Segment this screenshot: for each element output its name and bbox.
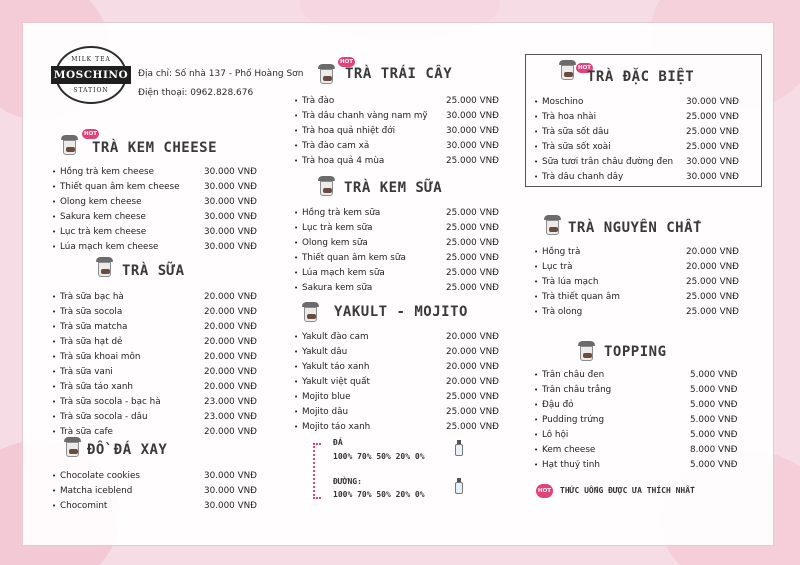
bullet-icon: • bbox=[294, 97, 299, 105]
menu-item-price: 5.000 VNĐ bbox=[690, 385, 738, 395]
menu-item-price: 30.000 VNĐ bbox=[204, 242, 257, 252]
menu-item-name: Mojito táo xanh bbox=[302, 422, 371, 432]
menu-item-name: Trà hoa quả nhiệt đới bbox=[302, 126, 396, 136]
menu-item bbox=[52, 290, 270, 305]
menu-item-price: 30.000 VNĐ bbox=[204, 471, 257, 481]
menu-item bbox=[534, 245, 752, 260]
menu-list-tra-sua bbox=[52, 290, 270, 440]
bullet-icon: • bbox=[294, 393, 299, 401]
bullet-icon: • bbox=[294, 209, 299, 217]
cup-icon bbox=[97, 257, 112, 277]
contact-info bbox=[138, 65, 303, 103]
section-title-do-da-xay: ĐỒ ĐÁ XAY bbox=[87, 442, 168, 458]
menu-item-name: Lô hội bbox=[542, 430, 569, 440]
menu-item-name: Trà sữa sốt xoài bbox=[542, 142, 611, 152]
bullet-icon: • bbox=[52, 183, 57, 191]
bullet-icon: • bbox=[534, 278, 539, 286]
menu-item-name: Sakura kem sữa bbox=[302, 283, 373, 293]
bottle-icon bbox=[455, 478, 463, 494]
menu-item-price: 30.000 VNĐ bbox=[446, 141, 499, 151]
menu-item-name: Yakult việt quất bbox=[302, 377, 370, 387]
bullet-icon: • bbox=[52, 472, 57, 480]
menu-item-name: Olong kem cheese bbox=[60, 197, 142, 207]
menu-item-name: Trân châu trắng bbox=[542, 385, 612, 395]
menu-item-name: Hồng trà kem cheese bbox=[60, 167, 154, 177]
menu-item bbox=[52, 210, 270, 225]
section-title-tra-nguyen-chat: TRÀ NGUYÊN CHẤT bbox=[568, 220, 702, 236]
menu-item-price: 30.000 VNĐ bbox=[686, 157, 739, 167]
menu-item-name: Chocomint bbox=[60, 501, 108, 511]
sugar-label: ĐƯỜNG: bbox=[333, 477, 362, 486]
menu-item bbox=[534, 260, 752, 275]
bullet-icon: • bbox=[52, 243, 57, 251]
menu-item-price: 5.000 VNĐ bbox=[690, 370, 738, 380]
bullet-icon: • bbox=[52, 353, 57, 361]
menu-item bbox=[52, 180, 270, 195]
menu-item bbox=[534, 275, 752, 290]
bullet-icon: • bbox=[52, 428, 57, 436]
cup-icon bbox=[65, 437, 80, 457]
bullet-icon: • bbox=[534, 248, 539, 256]
menu-item-price: 30.000 VNĐ bbox=[686, 172, 739, 182]
menu-item bbox=[534, 428, 752, 443]
menu-item-price: 30.000 VNĐ bbox=[204, 486, 257, 496]
menu-item-name: Trà sữa socola - dâu bbox=[60, 412, 148, 422]
bullet-icon: • bbox=[534, 401, 539, 409]
menu-item bbox=[52, 484, 270, 499]
bullet-icon: • bbox=[52, 168, 57, 176]
options-bracket bbox=[313, 443, 321, 499]
menu-item bbox=[534, 95, 752, 110]
menu-item-name: Lục trà bbox=[542, 262, 573, 272]
cup-icon bbox=[319, 176, 334, 196]
bullet-icon: • bbox=[52, 228, 57, 236]
menu-item-name: Lục trà kem cheese bbox=[60, 227, 147, 237]
menu-item-price: 30.000 VNĐ bbox=[686, 97, 739, 107]
section-title-tra-kem-sua: TRÀ KEM SỮA bbox=[344, 180, 443, 196]
menu-item-price: 25.000 VNĐ bbox=[446, 96, 499, 106]
menu-item bbox=[294, 139, 512, 154]
bullet-icon: • bbox=[534, 308, 539, 316]
menu-item-name: Yakult dâu bbox=[302, 347, 348, 357]
menu-item-price: 20.000 VNĐ bbox=[446, 377, 499, 387]
bullet-icon: • bbox=[294, 224, 299, 232]
menu-list-do-da-xay bbox=[52, 469, 270, 514]
menu-item-price: 25.000 VNĐ bbox=[686, 112, 739, 122]
brand-name: MOSCHINO bbox=[51, 66, 131, 84]
menu-list-tra-kem-cheese bbox=[52, 165, 270, 255]
section-title-tra-kem-cheese: TRÀ KEM CHEESE bbox=[92, 140, 218, 156]
bullet-icon: • bbox=[534, 113, 539, 121]
bullet-icon: • bbox=[534, 158, 539, 166]
menu-item-price: 20.000 VNĐ bbox=[446, 332, 499, 342]
menu-item-price: 25.000 VNĐ bbox=[446, 253, 499, 263]
section-title-topping: TOPPING bbox=[604, 344, 667, 360]
sugar-levels: 100% 70% 50% 20% 0% bbox=[333, 490, 425, 499]
bullet-icon: • bbox=[294, 112, 299, 120]
bottle-icon bbox=[455, 440, 463, 456]
menu-item-price: 25.000 VNĐ bbox=[446, 392, 499, 402]
cup-icon bbox=[560, 60, 575, 80]
bullet-icon: • bbox=[534, 128, 539, 136]
menu-item bbox=[294, 390, 512, 405]
menu-item-price: 20.000 VNĐ bbox=[204, 427, 257, 437]
menu-item-price: 25.000 VNĐ bbox=[446, 156, 499, 166]
menu-item-name: Yakult đào cam bbox=[302, 332, 369, 342]
menu-item-name: Trà sữa vani bbox=[60, 367, 113, 377]
menu-item bbox=[294, 94, 512, 109]
hot-badge: HOT bbox=[577, 65, 592, 71]
menu-item-price: 25.000 VNĐ bbox=[446, 268, 499, 278]
menu-item-price: 25.000 VNĐ bbox=[686, 127, 739, 137]
menu-item bbox=[294, 330, 512, 345]
menu-item-name: Trà sữa socola bbox=[60, 307, 123, 317]
menu-list-yakult-mojito bbox=[294, 330, 512, 435]
menu-item bbox=[52, 410, 270, 425]
bullet-icon: • bbox=[294, 269, 299, 277]
bullet-icon: • bbox=[52, 293, 57, 301]
bullet-icon: • bbox=[534, 263, 539, 271]
menu-item-name: Sakura kem cheese bbox=[60, 212, 146, 222]
menu-item bbox=[294, 375, 512, 390]
section-title-yakult-mojito: YAKULT - MOJITO bbox=[334, 304, 468, 320]
cup-icon bbox=[579, 341, 594, 361]
menu-item bbox=[534, 170, 752, 185]
menu-item-name: Lúa mạch kem cheese bbox=[60, 242, 159, 252]
menu-item bbox=[534, 155, 752, 170]
bullet-icon: • bbox=[534, 416, 539, 424]
menu-item bbox=[52, 365, 270, 380]
ice-label: ĐÁ bbox=[333, 438, 343, 447]
menu-item bbox=[294, 124, 512, 139]
hot-badge: HOT bbox=[339, 59, 354, 65]
menu-item-price: 25.000 VNĐ bbox=[446, 422, 499, 432]
menu-item-name: Mojito blue bbox=[302, 392, 351, 402]
menu-item-name: Hồng trà bbox=[542, 247, 581, 257]
menu-item bbox=[534, 413, 752, 428]
menu-item-price: 30.000 VNĐ bbox=[446, 111, 499, 121]
bullet-icon: • bbox=[52, 338, 57, 346]
menu-item bbox=[294, 405, 512, 420]
bullet-icon: • bbox=[534, 293, 539, 301]
menu-item-name: Trà đào bbox=[302, 96, 335, 106]
bullet-icon: • bbox=[52, 502, 57, 510]
menu-item-price: 20.000 VNĐ bbox=[446, 347, 499, 357]
bullet-icon: • bbox=[52, 213, 57, 221]
section-title-tra-dac-biet: TRÀ ĐẶC BIỆT bbox=[587, 69, 695, 85]
menu-item bbox=[294, 236, 512, 251]
bullet-icon: • bbox=[534, 431, 539, 439]
bullet-icon: • bbox=[52, 398, 57, 406]
menu-item bbox=[534, 398, 752, 413]
menu-item-name: Hạt thuỷ tinh bbox=[542, 460, 600, 470]
menu-item-name: Lúa mạch kem sữa bbox=[302, 268, 385, 278]
menu-item-name: Trân châu đen bbox=[542, 370, 605, 380]
menu-item bbox=[534, 368, 752, 383]
menu-item bbox=[52, 305, 270, 320]
menu-item-price: 25.000 VNĐ bbox=[686, 292, 739, 302]
menu-item-name: Trà đào cam xả bbox=[302, 141, 370, 151]
menu-list-tra-dac-biet bbox=[534, 95, 752, 185]
menu-item-name: Trà sữa táo xanh bbox=[60, 382, 133, 392]
menu-item bbox=[52, 165, 270, 180]
bullet-icon: • bbox=[534, 461, 539, 469]
menu-item-name: Trà sữa cafe bbox=[60, 427, 113, 437]
menu-item-name: Trà hoa nhài bbox=[542, 112, 597, 122]
bullet-icon: • bbox=[294, 408, 299, 416]
bullet-icon: • bbox=[534, 371, 539, 379]
menu-item bbox=[534, 383, 752, 398]
bullet-icon: • bbox=[52, 368, 57, 376]
menu-item bbox=[534, 110, 752, 125]
phone-text: Điện thoại: 0962.828.676 bbox=[138, 88, 254, 98]
bullet-icon: • bbox=[294, 142, 299, 150]
bullet-icon: • bbox=[294, 157, 299, 165]
menu-item-price: 30.000 VNĐ bbox=[204, 182, 257, 192]
menu-item bbox=[52, 350, 270, 365]
menu-item-name: Chocolate cookies bbox=[60, 471, 140, 481]
menu-list-tra-trai-cay bbox=[294, 94, 512, 169]
menu-list-tra-nguyen-chat bbox=[534, 245, 752, 320]
hot-badge: HOT bbox=[83, 131, 98, 137]
menu-item-price: 20.000 VNĐ bbox=[446, 362, 499, 372]
menu-item-price: 25.000 VNĐ bbox=[446, 238, 499, 248]
brand-bottom-text: STATION bbox=[73, 87, 109, 94]
menu-item-price: 20.000 VNĐ bbox=[204, 322, 257, 332]
address-text: Địa chỉ: Số nhà 137 - Phố Hoàng Sơn bbox=[138, 69, 304, 79]
menu-item bbox=[294, 281, 512, 296]
menu-item-name: Matcha iceblend bbox=[60, 486, 133, 496]
brand-logo bbox=[55, 46, 127, 104]
bullet-icon: • bbox=[294, 363, 299, 371]
bullet-icon: • bbox=[294, 239, 299, 247]
menu-item-price: 30.000 VNĐ bbox=[204, 167, 257, 177]
menu-item bbox=[294, 154, 512, 169]
menu-item-price: 5.000 VNĐ bbox=[690, 400, 738, 410]
menu-item-price: 5.000 VNĐ bbox=[690, 415, 738, 425]
menu-item-price: 5.000 VNĐ bbox=[690, 460, 738, 470]
menu-item-name: Hồng trà kem sữa bbox=[302, 208, 381, 218]
menu-list-topping bbox=[534, 368, 752, 473]
menu-item-price: 20.000 VNĐ bbox=[204, 352, 257, 362]
menu-item bbox=[52, 195, 270, 210]
menu-item-name: Trà lúa mạch bbox=[542, 277, 599, 287]
menu-item bbox=[294, 206, 512, 221]
bullet-icon: • bbox=[52, 487, 57, 495]
menu-item bbox=[534, 458, 752, 473]
bullet-icon: • bbox=[52, 323, 57, 331]
menu-item-name: Trà sữa sốt dâu bbox=[542, 127, 609, 137]
menu-item-name: Mojito dâu bbox=[302, 407, 349, 417]
menu-item bbox=[534, 305, 752, 320]
menu-item-name: Trà sữa bạc hà bbox=[60, 292, 124, 302]
menu-item-price: 25.000 VNĐ bbox=[686, 307, 739, 317]
menu-list-tra-kem-sua bbox=[294, 206, 512, 296]
bullet-icon: • bbox=[534, 386, 539, 394]
menu-item-price: 20.000 VNĐ bbox=[204, 382, 257, 392]
cup-icon bbox=[545, 215, 560, 235]
menu-item-price: 8.000 VNĐ bbox=[690, 445, 738, 455]
menu-item bbox=[294, 360, 512, 375]
bullet-icon: • bbox=[294, 284, 299, 292]
cup-icon bbox=[62, 135, 77, 155]
menu-item bbox=[294, 266, 512, 281]
menu-item-name: Lục trà kem sữa bbox=[302, 223, 373, 233]
menu-item bbox=[52, 225, 270, 240]
menu-item-price: 25.000 VNĐ bbox=[446, 223, 499, 233]
ice-levels: 100% 70% 50% 20% 0% bbox=[333, 452, 425, 461]
menu-item-name: Kem cheese bbox=[542, 445, 596, 455]
bullet-icon: • bbox=[52, 308, 57, 316]
menu-item bbox=[294, 109, 512, 124]
bullet-icon: • bbox=[534, 143, 539, 151]
menu-item-price: 25.000 VNĐ bbox=[686, 142, 739, 152]
bullet-icon: • bbox=[534, 173, 539, 181]
bullet-icon: • bbox=[52, 413, 57, 421]
bullet-icon: • bbox=[294, 378, 299, 386]
menu-item-name: Thiết quan âm kem sữa bbox=[302, 253, 406, 263]
section-title-tra-sua: TRÀ SỮA bbox=[122, 263, 185, 279]
menu-item-price: 20.000 VNĐ bbox=[204, 307, 257, 317]
menu-item bbox=[52, 469, 270, 484]
bullet-icon: • bbox=[294, 423, 299, 431]
bullet-icon: • bbox=[294, 254, 299, 262]
menu-item bbox=[534, 140, 752, 155]
menu-item bbox=[52, 395, 270, 410]
menu-item bbox=[534, 290, 752, 305]
menu-item-name: Trà dâu chanh vàng nam mỹ bbox=[302, 111, 428, 121]
menu-item bbox=[52, 380, 270, 395]
menu-item bbox=[294, 420, 512, 435]
menu-item-price: 23.000 VNĐ bbox=[204, 412, 257, 422]
menu-item-name: Đậu đỏ bbox=[542, 400, 574, 410]
menu-item-price: 25.000 VNĐ bbox=[446, 407, 499, 417]
menu-item-price: 25.000 VNĐ bbox=[686, 277, 739, 287]
menu-item-price: 25.000 VNĐ bbox=[446, 208, 499, 218]
menu-item-price: 20.000 VNĐ bbox=[686, 262, 739, 272]
menu-item-price: 30.000 VNĐ bbox=[204, 197, 257, 207]
bullet-icon: • bbox=[294, 127, 299, 135]
menu-item-price: 20.000 VNĐ bbox=[204, 367, 257, 377]
section-title-tra-trai-cay: TRÀ TRÁI CÂY bbox=[345, 66, 453, 82]
bullet-icon: • bbox=[52, 383, 57, 391]
menu-item-name: Trà sữa matcha bbox=[60, 322, 128, 332]
menu-item-name: Yakult táo xanh bbox=[302, 362, 370, 372]
menu-item-name: Sữa tươi trân châu đường đen bbox=[542, 157, 674, 167]
bullet-icon: • bbox=[294, 333, 299, 341]
menu-item-price: 30.000 VNĐ bbox=[204, 212, 257, 222]
bullet-icon: • bbox=[534, 446, 539, 454]
favorite-note: THỨC UỐNG ĐƯỢC ƯA THÍCH NHẤT bbox=[560, 486, 695, 495]
menu-item bbox=[52, 320, 270, 335]
menu-item-name: Trà sữa hạt dẻ bbox=[60, 337, 123, 347]
menu-item-name: Thiết quan âm kem cheese bbox=[60, 182, 180, 192]
menu-item bbox=[52, 335, 270, 350]
bullet-icon: • bbox=[294, 348, 299, 356]
menu-item-name: Trà dâu chanh dây bbox=[542, 172, 624, 182]
menu-item bbox=[294, 221, 512, 236]
bullet-icon: • bbox=[52, 198, 57, 206]
menu-item bbox=[294, 251, 512, 266]
menu-item bbox=[534, 125, 752, 140]
menu-item bbox=[294, 345, 512, 360]
menu-item-price: 20.000 VNĐ bbox=[204, 337, 257, 347]
menu-item-price: 5.000 VNĐ bbox=[690, 430, 738, 440]
menu-item-price: 20.000 VNĐ bbox=[686, 247, 739, 257]
menu-item-name: Moschino bbox=[542, 97, 584, 107]
menu-item bbox=[52, 499, 270, 514]
menu-item-price: 20.000 VNĐ bbox=[204, 292, 257, 302]
bullet-icon: • bbox=[534, 98, 539, 106]
menu-item-name: Trà sữa socola - bạc hà bbox=[60, 397, 161, 407]
menu-item-price: 30.000 VNĐ bbox=[204, 501, 257, 511]
menu-item-price: 25.000 VNĐ bbox=[446, 283, 499, 293]
menu-item-name: Trà olong bbox=[542, 307, 583, 317]
menu-item-price: 30.000 VNĐ bbox=[204, 227, 257, 237]
menu-item-name: Trà hoa quả 4 mùa bbox=[302, 156, 385, 166]
menu-item bbox=[534, 443, 752, 458]
menu-item-price: 23.000 VNĐ bbox=[204, 397, 257, 407]
menu-item-price: 30.000 VNĐ bbox=[446, 126, 499, 136]
menu-item-name: Olong kem sữa bbox=[302, 238, 368, 248]
menu-item-name: Pudding trứng bbox=[542, 415, 605, 425]
menu-item bbox=[52, 425, 270, 440]
menu-item-name: Trà sữa khoai môn bbox=[60, 352, 141, 362]
menu-item-name: Trà thiết quan âm bbox=[542, 292, 620, 302]
brand-top-text: MILK TEA bbox=[71, 56, 111, 63]
hot-badge: HOT bbox=[536, 484, 553, 498]
menu-item bbox=[52, 240, 270, 255]
cup-icon bbox=[303, 302, 318, 322]
cup-icon bbox=[319, 64, 334, 84]
